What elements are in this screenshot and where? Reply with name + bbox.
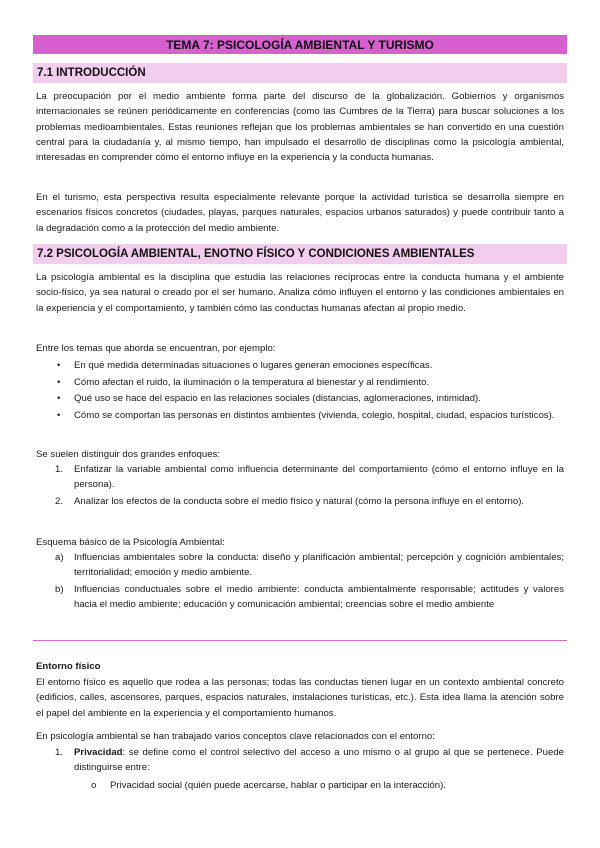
paragraph-intro-2: En el turismo, esta perspectiva resulta especialmente relevante porque la actividad turística se desarrolla siempre en escenarios físicos concretos (ciudades, playas, parques naturales, espacios urbanos saturados) y puede contribuir tanto a la degradación como a la protección del medio ambiente.: [36, 192, 564, 234]
paragraph-entorno-1: El entorno físico es aquello que rodea a las personas; todas las conductas tienen lugar en un contexto ambiental concreto (edificios, calles, ascensores, parques, espacios naturales, instalaciones turísticas, etc.). Esta idea llama la atención sobre el papel del ambiente en la experiencia y el comportamiento humanos.: [36, 677, 564, 719]
section-divider: [33, 640, 567, 641]
document-title: TEMA 7: PSICOLOGÍA AMBIENTAL Y TURISMO: [33, 35, 567, 54]
list-number: 2.: [55, 496, 64, 507]
concept-term: Privacidad: [74, 747, 123, 758]
list-number: 1.: [55, 747, 64, 758]
subheading-entorno-fisico: Entorno físico: [36, 661, 101, 672]
approaches-intro: Se suelen distinguir dos grandes enfoques:: [36, 449, 221, 460]
topic-item: Cómo se comportan las personas en distintos ambientes (vivienda, colegio, hospital, ciudad, espacios turísticos).: [74, 410, 555, 421]
scheme-item: Influencias conductuales sobre el medio ambiente: conducta ambientalmente responsable; actitudes y valores hacia el medio ambiente; educación y comunicación ambiental; creencias sobre el medio ambiente: [74, 584, 564, 611]
sub-item-privacidad-social: Privacidad social (quién puede acercarse, hablar o participar en la interacción).: [110, 780, 446, 791]
list-letter: b): [55, 584, 64, 595]
section-heading-7-2: 7.2 PSICOLOGÍA AMBIENTAL, ENOTNO FÍSICO Y CONDICIONES AMBIENTALES: [33, 244, 567, 264]
approach-item: Enfatizar la variable ambiental como influencia determinante del comportamiento (cómo el entorno influye en la persona).: [74, 464, 564, 491]
concept-definition: : se define como el control selectivo del acceso a uno mismo o al grupo al que se pertenece. Puede distinguirse entre:: [74, 747, 564, 774]
bullet-marker: •: [57, 410, 61, 421]
list-number: 1.: [55, 464, 64, 475]
paragraph-intro-1: La preocupación por el medio ambiente forma parte del discurso de la globalización. Gobiernos y organismos internacionales se reúnen periódicamente en conferencias (como las Cumbres de la Tierra) para buscar soluciones a los problemas medioambientales. Estas reuniones reflejan que los problemas ambientales se han convertido en una cuestión central para la ciudadanía y, al mismo tiempo, han impulsado el desarrollo de disciplinas como la psicología ambiental, interesadas en comprender cómo el entorno influye en la experiencia y la conducta humanas.: [36, 91, 564, 164]
sub-bullet-marker: o: [91, 780, 97, 791]
topic-item: Qué uso se hace del espacio en las relaciones sociales (distancias, aglomeraciones, intimidad).: [74, 393, 481, 404]
list-letter: a): [55, 552, 64, 563]
concept-privacidad: [74, 745, 564, 776]
paragraph-entorno-2: En psicología ambiental se han trabajado varios conceptos clave relacionados con el entorno:: [36, 731, 435, 742]
paragraph-psicologia-ambiental: La psicología ambiental es la disciplina que estudia las relaciones recíprocas entre la conducta humana y el ambiente socio-físico, ya sea natural o creado por el ser humano. Analiza cómo influyen el entorno y las condiciones ambientales en la experiencia y el comportamiento, y también cómo las conductas humanas afectan al propio medio.: [36, 272, 564, 314]
bullet-marker: •: [57, 393, 61, 404]
bullet-marker: •: [57, 377, 61, 388]
section-heading-7-1: 7.1 INTRODUCCIÓN: [33, 63, 567, 83]
scheme-intro: Esquema básico de la Psicología Ambiental:: [36, 537, 225, 548]
topics-intro: Entre los temas que aborda se encuentran, por ejemplo:: [36, 343, 276, 354]
scheme-item: Influencias ambientales sobre la conducta: diseño y planificación ambiental; percepción y cognición ambientales; territorialidad; emoción y medio ambiente.: [74, 552, 564, 579]
approach-item: Analizar los efectos de la conducta sobre el medio físico y natural (cómo la persona influye en el entorno).: [74, 496, 525, 507]
topic-item: En qué medida determinadas situaciones o lugares generan emociones específicas.: [74, 360, 433, 371]
bullet-marker: •: [57, 360, 61, 371]
topic-item: Cómo afectan el ruido, la iluminación o la temperatura al bienestar y al rendimiento.: [74, 377, 430, 388]
